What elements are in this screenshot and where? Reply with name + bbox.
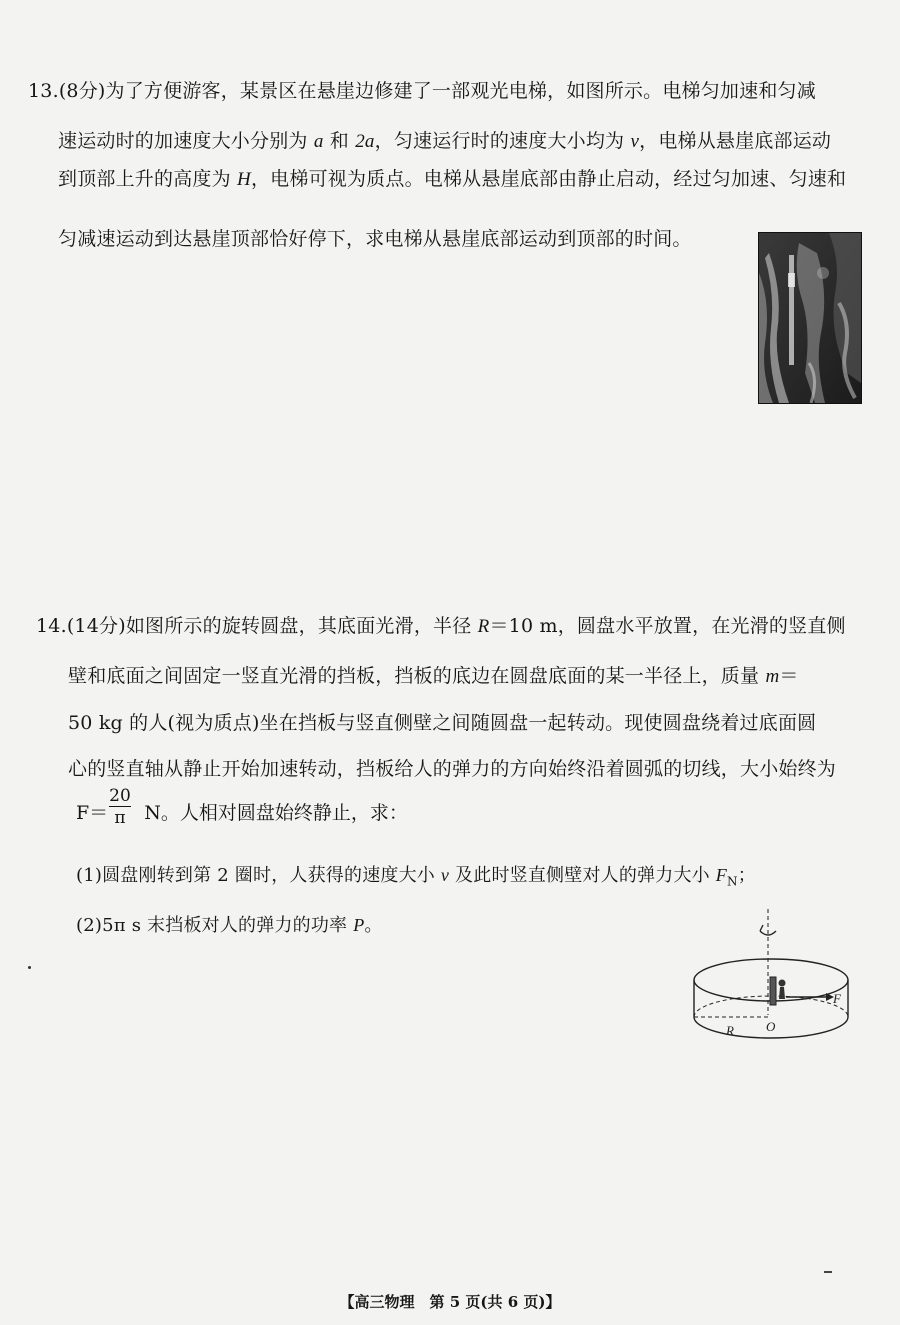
symbol-FN-subscript: N xyxy=(726,874,738,889)
fraction-numerator: 20 xyxy=(109,786,131,806)
label-R: R xyxy=(726,1023,734,1038)
q14-line-1: 14.(14分)如图所示的旋转圆盘，其底面光滑，半径 R＝10 m，圆盘水平放置，在光滑的竖直侧 xyxy=(36,615,846,637)
symbol-2a: 2a xyxy=(355,131,375,152)
symbol-v: v xyxy=(630,131,640,152)
symbol-FN: F xyxy=(715,865,727,885)
scan-speck xyxy=(28,966,31,969)
rotating-disk-diagram xyxy=(686,905,856,1045)
q14-line-3: 50 kg 的人(视为质点)坐在挡板与竖直侧壁之间随圆盘一起转动。现使圆盘绕着过底面圆 xyxy=(68,712,817,734)
symbol-R: R xyxy=(477,616,490,637)
q14-part-2: (2)5π s 末挡板对人的弹力的功率 P。 xyxy=(76,915,383,936)
force-lhs: F＝ xyxy=(76,802,109,824)
symbol-a: a xyxy=(313,131,324,152)
force-fraction xyxy=(109,786,131,829)
symbol-v-part1: v xyxy=(440,865,450,885)
symbol-m: m xyxy=(765,666,780,687)
symbol-H: H xyxy=(237,169,251,190)
q13-line-1: 13.(8分)为了方便游客，某景区在悬崖边修建了一部观光电梯，如图所示。电梯匀加速和匀减 xyxy=(28,80,816,102)
cliff-elevator-photo xyxy=(758,232,862,404)
page-footer: 【高三物理 第 5 页(共 6 页)】 xyxy=(339,1293,561,1311)
q13-line-4: 匀减速运动到达悬崖顶部恰好停下，求电梯从悬崖底部运动到顶部的时间。 xyxy=(58,228,692,250)
person-icon xyxy=(779,980,786,987)
q13-line-2: 速运动时的加速度大小分别为 a 和 2a，匀速运行时的速度大小均为 v，电梯从悬崖底部运动 xyxy=(58,130,832,152)
scan-mark xyxy=(824,1271,832,1273)
q14-part-1: (1)圆盘刚转到第 2 圈时，人获得的速度大小 v 及此时竖直侧壁对人的弹力大小 $F_N$； xyxy=(76,865,756,889)
label-F: F xyxy=(833,991,841,1006)
baffle-plate xyxy=(770,977,776,1005)
force-equation xyxy=(76,786,408,828)
q13-line-3: 到顶部上升的高度为 H，电梯可视为质点。电梯从悬崖底部由静止启动，经过匀加速、匀速和 xyxy=(58,168,847,190)
symbol-P: P xyxy=(353,915,365,935)
fraction-denominator: π xyxy=(114,808,126,828)
force-rhs: N。人相对圆盘始终静止，求： xyxy=(138,802,408,824)
q14-line-2: 壁和底面之间固定一竖直光滑的挡板，挡板的底边在圆盘底面的某一半径上，质量 m＝ xyxy=(68,665,799,687)
label-O: O xyxy=(766,1019,776,1034)
q14-line-4: 心的竖直轴从静止开始加速转动，挡板给人的弹力的方向始终沿着圆弧的切线，大小始终为 xyxy=(68,758,837,780)
